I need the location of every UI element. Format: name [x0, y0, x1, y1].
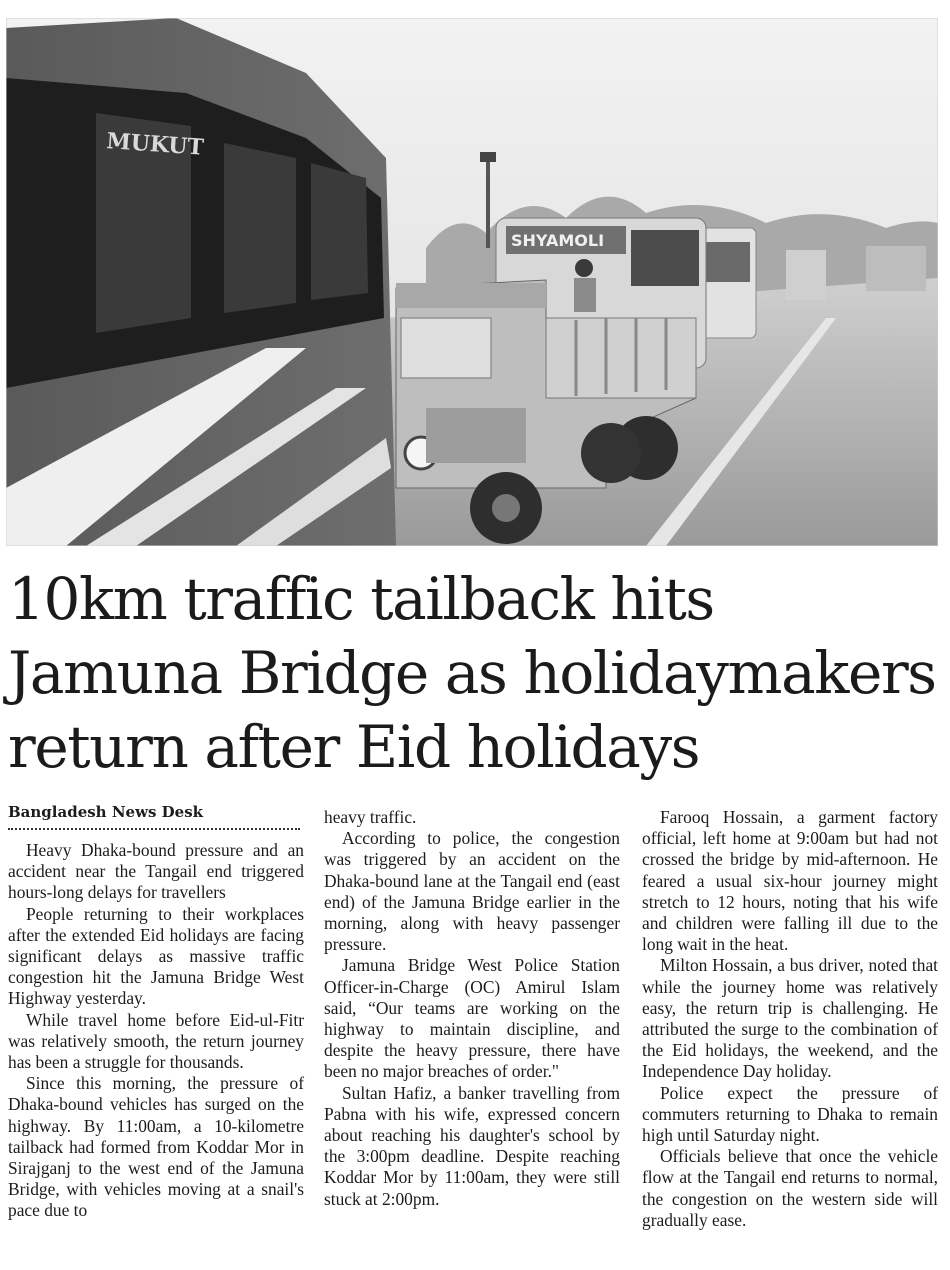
paragraph: heavy traffic.: [324, 807, 417, 827]
byline: Bangladesh News Desk: [8, 802, 300, 830]
headline-line-2: Jamuna Bridge as holidaymakers: [8, 639, 936, 707]
headline-line-1: 10km traffic tailback hits: [8, 565, 714, 633]
paragraph: While travel home before Eid-ul-Fitr was relatively smooth, the return journey has been a struggle for thousands.: [8, 1009, 304, 1073]
bus-sign-mukut: MUKUT: [105, 128, 205, 161]
bus-sign-shyamoli: SHYAMOLI: [511, 231, 605, 250]
headline: [8, 562, 943, 784]
paragraph: Jamuna Bridge West Police Station Officer-in-Charge (OC) Amirul Islam said, “Our teams are working on the highway to maintain discipline, and despite the heavy pressure, there have been no major breaches of order.": [324, 955, 620, 1082]
paragraph: Since this morning, the pressure of Dhaka-bound vehicles has surged on the highway. By 11:00am, a 10-kilometre tailback had formed from Koddar Mor in Sirajganj to the west end of the Jamuna Bridge, with vehicles moving at a snail's pace due to: [8, 1073, 304, 1221]
paragraph: Heavy Dhaka-bound pressure and an accident near the Tangail end triggered hours-long delays for travellers: [8, 840, 304, 903]
paragraph: According to police, the congestion was triggered by an accident on the Dhaka-bound lane at the Tangail end (east end) of the Jamuna Bridge earlier in the morning, along with heavy passenger pressure.: [324, 828, 620, 955]
traffic-photo-illustration: [6, 18, 938, 546]
paragraph: Police expect the pressure of commuters returning to Dhaka to remain high until Saturday night.: [642, 1082, 938, 1146]
paragraph: Sultan Hafiz, a banker travelling from Pabna with his wife, expressed concern about reaching his daughter's school by the 3:00pm deadline. Despite reaching Koddar Mor by 11:00am, they were still stuck at 2:00pm.: [324, 1082, 620, 1209]
paragraph: Officials believe that once the vehicle flow at the Tangail end returns to normal, the congestion on the western side will gradually ease.: [642, 1146, 938, 1230]
article-column-1: [8, 802, 304, 1222]
paragraph: Farooq Hossain, a garment factory official, left home at 9:00am but had not crossed the bridge by mid-afternoon. He feared a usual six-hour journey might stretch to 12 hours, noting that his wife and children were falling ill due to the long wait in the heat.: [642, 807, 938, 955]
headline-line-3: return after Eid holidays: [8, 713, 700, 781]
article-photo: [6, 18, 938, 546]
article-column-3: [642, 807, 938, 1231]
paragraph: People returning to their workplaces after the extended Eid holidays are facing significant delays as massive traffic congestion hit the Jamuna Bridge West Highway yesterday.: [8, 903, 304, 1009]
article-column-2: [324, 807, 620, 1210]
paragraph: Milton Hossain, a bus driver, noted that while the journey home was relatively easy, the return trip is challenging. He attributed the surge to the combination of the Eid holidays, the weekend, and the Independence Day holiday.: [642, 955, 938, 1082]
